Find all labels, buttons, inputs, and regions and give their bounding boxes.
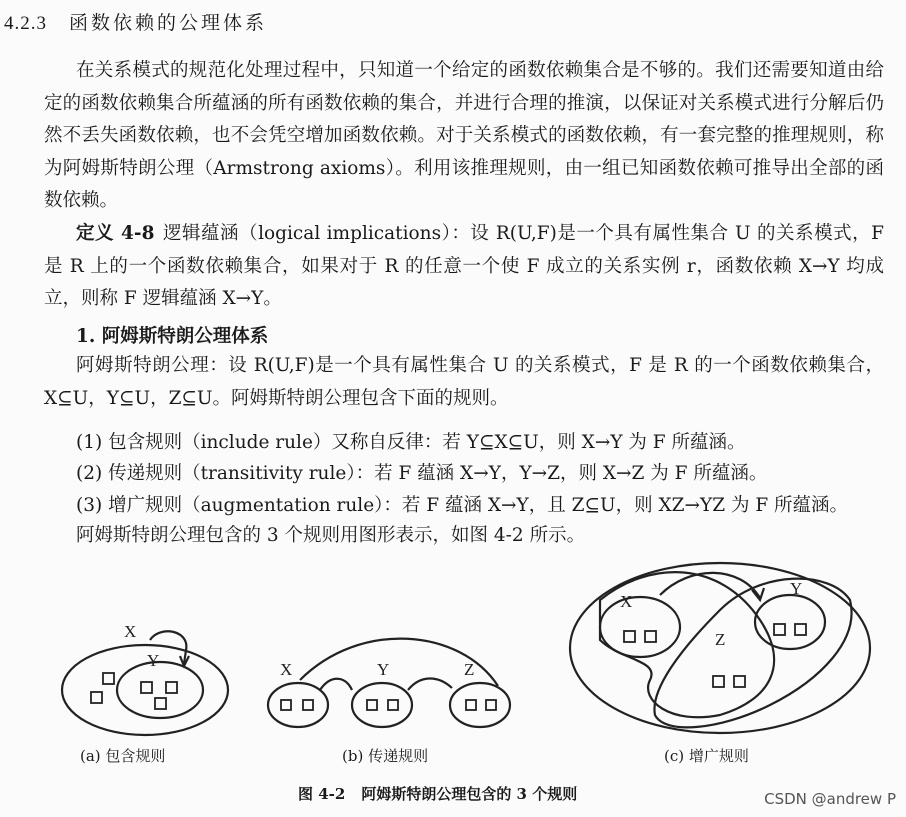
arrow-y-to-z [408,678,452,690]
diagram-transitivity-rule [268,639,510,727]
section-title: 函数依赖的公理体系 [69,12,268,34]
diagram-include-rule [62,631,228,735]
rule-augmentation: (3) 增广规则（augmentation rule）：若 F 蕴涵 X→Y，且 Z⊆U，则 XZ→YZ 为 F 所蕴涵。 [76,495,849,516]
label-x: X [620,592,633,611]
set-x-ellipse [268,683,328,727]
set-y-ellipse [755,595,825,649]
label-y: Y [377,660,390,679]
figure-caption [298,783,577,804]
subcaption-a: (a) 包含规则 [80,747,166,765]
definition-text: 逻辑蕴涵（logical implications）：设 R(U,F)是一个具有属性集合 U 的关系模式，F 是 R 上的一个函数依赖集合，如果对于 R 的任意一个使 F 成立的关系实例 r，函数依赖 X→Y 均成立，则称 F 逻辑蕴涵 X→Y。 [44,223,884,309]
arrow-x-to-y [660,573,760,598]
section-number: 4.2.3 [4,13,47,34]
axiom-paragraph: 阿姆斯特朗公理：设 R(U,F)是一个具有属性集合 U 的关系模式，F 是 R 的一个函数依赖集合，X⊆U，Y⊆U，Z⊆U。阿姆斯特朗公理包含下面的规则。 [44,355,884,409]
figure-number: 图 4-2 [298,785,346,803]
region-yz [654,579,851,728]
label-y: Y [147,651,160,670]
label-x: X [124,622,137,641]
arrow-x-to-y [320,679,352,690]
subcaption-b: (b) 传递规则 [342,747,429,765]
figure-caption-text: 阿姆斯特朗公理包含的 3 个规则 [361,785,578,803]
label-z: Z [464,660,475,679]
label-x: X [280,660,293,679]
set-y-ellipse [352,683,412,727]
watermark: CSDN @andrew P [764,790,896,808]
figure-intro: 阿姆斯特朗公理包含的 3 个规则用图形表示，如图 4-2 所示。 [76,525,586,546]
rule-include: (1) 包含规则（include rule）又称自反律：若 Y⊆X⊆U，则 X→Y 为 F 所蕴涵。 [76,432,746,453]
set-z-ellipse [450,683,510,727]
subsection-title: 1. 阿姆斯特朗公理体系 [76,326,269,347]
definition-label: 定义 4-8 [76,223,155,244]
label-y: Y [790,579,803,598]
intro-paragraph: 在关系模式的规范化处理过程中，只知道一个给定的函数依赖集合是不够的。我们还需要知道由给定的函数依赖集合所蕴涵的所有函数依赖的集合，并进行合理的推演，以保证对关系模式进行分解后仍然不丢失函数依赖，也不会凭空增加函数依赖。对于关系模式的函数依赖，有一套完整的推理规则，称为阿姆斯特朗公理（Armstrong axioms）。利用该推理规则，由一组已知函数依赖可推导出全部的函数依赖。 [44,60,884,211]
subcaption-c: (c) 增广规则 [664,747,749,765]
rule-transitivity: (2) 传递规则（transitivity rule）：若 F 蕴涵 X→Y，Y→Z，则 X→Z 为 F 所蕴涵。 [76,463,768,484]
label-z: Z [715,630,726,649]
